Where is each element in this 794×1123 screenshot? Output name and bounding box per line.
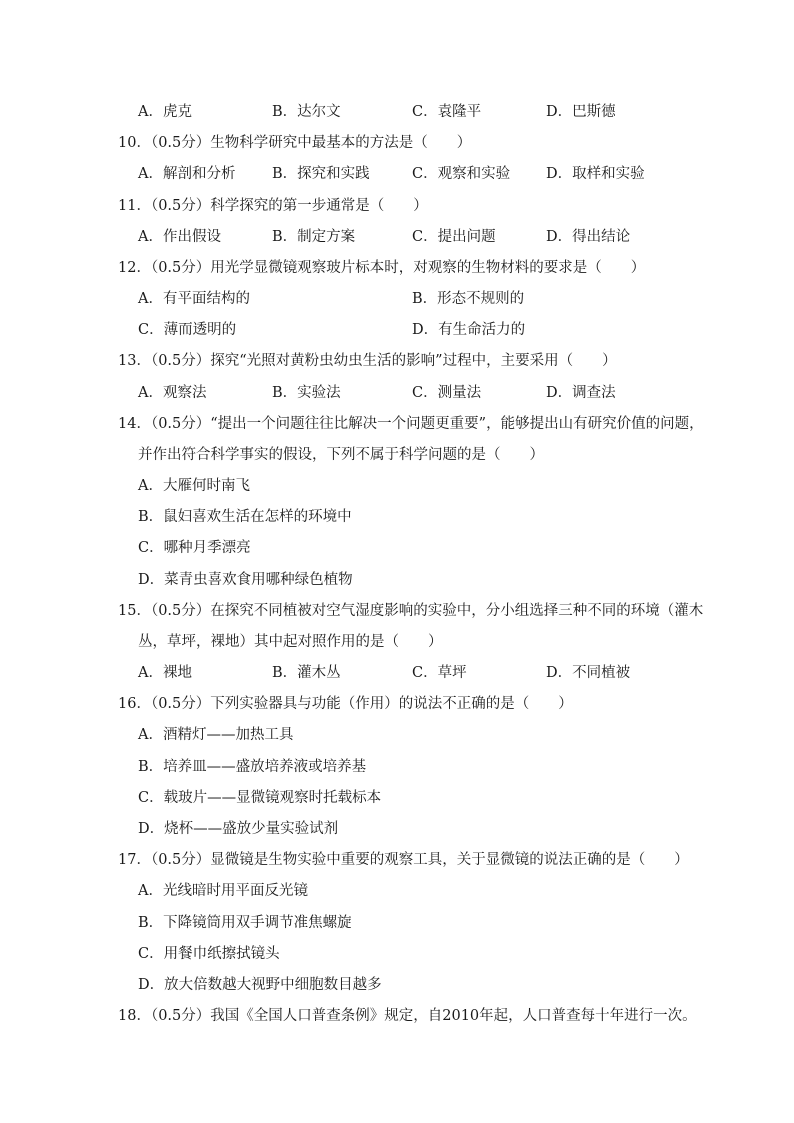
q13-option-d: D．调查法 [546,385,616,401]
q17-option-c: C．用餐巾纸擦拭镜头 [138,946,280,962]
q10-option-d: D．取样和实验 [546,166,645,182]
q17-stem: 17．（0.5分）显微镜是生物实验中重要的观察工具，关于显微镜的说法正确的是（ ） [118,852,689,868]
q11-stem: 11．（0.5分）科学探究的第一步通常是（ ） [118,198,428,214]
q13-option-b: B．实验法 [272,385,341,401]
q15-option-d: D．不同植被 [546,665,631,681]
q13-option-a: A．观察法 [138,385,207,401]
q15-stem-continued: 丛，草坪，裸地）其中起对照作用的是（ ） [138,634,443,650]
q14-option-b: B．鼠妇喜欢生活在怎样的环境中 [138,509,352,525]
q12-option-d: D．有生命活力的 [412,322,526,338]
q10-stem: 10．（0.5分）生物科学研究中最基本的方法是（ ） [118,135,472,151]
q13-options [0,383,794,403]
q9-option-a: A．虎克 [138,104,192,120]
q15-option-a: A．裸地 [138,665,192,681]
q10-option-c: C．观察和实验 [412,166,511,182]
q15-stem: 15．（0.5分）在探究不同植被对空气湿度影响的实验中，分小组选择三种不同的环境（灌木 [118,603,704,619]
q12-stem: 12．（0.5分）用光学显微镜观察玻片标本时，对观察的生物材料的要求是（ ） [118,260,646,276]
q14-stem: 14．（0.5分）“提出一个问题往往比解决一个问题更重要”，能够提出山有研究价值的问题， [118,416,704,432]
q10-option-b: B．探究和实践 [272,166,370,182]
q14-option-d: D．菜青虫喜欢食用哪种绿色植物 [138,572,353,588]
q12-option-b: B．形态不规则的 [412,291,525,307]
q10-option-a: A．解剖和分析 [138,166,236,182]
q16-option-a: A．酒精灯——加热工具 [138,727,294,743]
q15-option-c: C．草坪 [412,665,467,681]
q17-option-d: D．放大倍数越大视野中细胞数目越多 [138,977,382,993]
q12-options-row2 [0,320,794,340]
q13-option-c: C．测量法 [412,385,482,401]
q18-stem: 18．（0.5分）我国《全国人口普查条例》规定，自2010年起，人口普查每十年进行一次。 [118,1008,697,1024]
q17-option-b: B．下降镜筒用双手调节准焦螺旋 [138,915,352,931]
q9-option-b: B．达尔文 [272,104,341,120]
q15-option-b: B．灌木丛 [272,665,341,681]
q14-option-a: A．大雁何时南飞 [138,478,250,494]
q16-option-c: C．载玻片——显微镜观察时托载标本 [138,790,382,806]
q10-options [0,164,794,184]
q16-option-b: B．培养皿——盛放培养液或培养基 [138,759,367,775]
q11-options [0,227,794,247]
q12-option-c: C．薄而透明的 [138,322,237,338]
q9-option-c: C．袁隆平 [412,104,482,120]
q14-option-c: C．哪种月季漂亮 [138,540,251,556]
q9-options [0,102,794,122]
q11-option-c: C．提出问题 [412,229,496,245]
q11-option-a: A．作出假设 [138,229,221,245]
q11-option-d: D．得出结论 [546,229,631,245]
q12-option-a: A．有平面结构的 [138,291,250,307]
q11-option-b: B．制定方案 [272,229,356,245]
q15-options [0,663,794,683]
q14-stem-continued: 并作出符合科学事实的假设，下列不属于科学问题的是（ ） [138,447,544,463]
q13-stem: 13．（0.5分）探究“光照对黄粉虫幼虫生活的影响”过程中，主要采用（ ） [118,353,617,369]
q17-option-a: A．光线暗时用平面反光镜 [138,883,308,899]
q16-stem: 16．（0.5分）下列实验器具与功能（作用）的说法不正确的是（ ） [118,696,573,712]
q16-option-d: D．烧杯——盛放少量实验试剂 [138,821,339,837]
q12-options-row1 [0,289,794,309]
q9-option-d: D．巴斯德 [546,104,616,120]
